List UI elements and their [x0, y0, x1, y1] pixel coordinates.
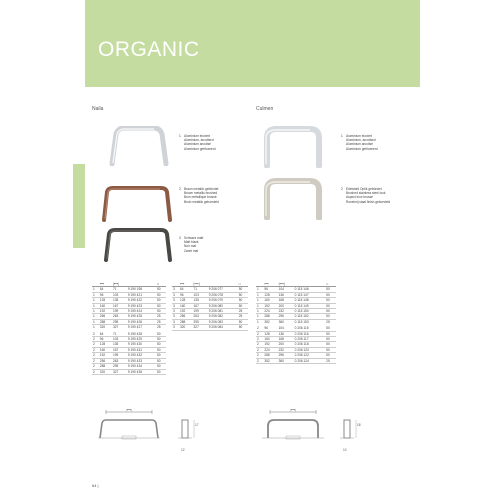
handle-image-brown [100, 186, 174, 222]
naila-technical-drawing [92, 408, 172, 448]
table-cell: 9 190 432 [127, 353, 142, 358]
table-cell: 1 [257, 314, 259, 319]
table-cell: 295 [112, 364, 119, 369]
table-cell: 96 [179, 292, 184, 297]
culmen-dim-depth: 10 [343, 448, 347, 452]
table-cell: 2 [93, 342, 95, 347]
table-cell: 320 [99, 325, 106, 330]
table-header-cell: □ [156, 282, 159, 286]
table-cell: 25 [238, 314, 243, 319]
table-cell: 2 [257, 342, 259, 347]
table-cell: 25 [238, 309, 243, 314]
table-cell: 9 190 434 [127, 364, 142, 369]
table-cell: 1 [93, 298, 95, 303]
table-cell: 199 [112, 309, 119, 314]
table-cell: 327 [112, 369, 119, 374]
table-cell: 3 [173, 292, 175, 297]
table-cell: 64 [99, 287, 104, 292]
table-cell: 0 115 152 [294, 314, 309, 319]
table-cell: 0 115 153 [294, 319, 309, 324]
table-cell: 96 [99, 337, 104, 342]
table-cell: 296 [278, 314, 284, 319]
table-cell: 0 206 120 [294, 347, 309, 352]
table-cell: 50 [326, 342, 330, 347]
table-cell: 2 [93, 364, 95, 369]
table-cell: 1 [257, 292, 259, 297]
table-cell: 50 [326, 292, 330, 297]
table-cell: 128 [179, 298, 186, 303]
table-cell: 71 [112, 287, 117, 292]
table-cell: 25 [156, 319, 161, 324]
table-cell: 9 190 427 [127, 325, 142, 330]
table-cell: 2 [257, 358, 259, 363]
table-cell: 2 [93, 369, 95, 374]
handle-image-culmen-steel [262, 178, 324, 220]
table-cell: 232 [278, 309, 284, 314]
table-cell: 167 [112, 303, 119, 308]
section-tab [73, 164, 85, 248]
table-cell: 50 [326, 353, 330, 358]
table-cell: 50 [156, 292, 161, 297]
table-cell: 9 190 435 [127, 369, 142, 374]
naila-table-black [172, 282, 248, 331]
table-cell: 9 206 081 [208, 309, 223, 314]
svg-text:|⟷|: |⟷| [290, 408, 296, 412]
table-cell: 327 [193, 325, 199, 330]
table-cell: 96 [264, 326, 268, 331]
table-cell: 9 190 422 [127, 298, 142, 303]
naila-dim-depth: 12 [181, 448, 185, 452]
table-cell: 3 [173, 298, 175, 303]
table-cell: 2 [93, 337, 95, 342]
table-cell: 9 190 423 [127, 303, 142, 308]
table-cell: 224 [264, 347, 270, 352]
table-cell: 50 [156, 309, 161, 314]
table-cell: 103 [193, 292, 199, 297]
table-cell: 199 [193, 309, 199, 314]
table-cell: 288 [264, 353, 270, 358]
table-cell: 192 [99, 309, 106, 314]
table-row [256, 358, 336, 363]
table-cell: 50 [156, 342, 161, 347]
table-cell: 0 115 147 [294, 292, 309, 297]
table-row [172, 325, 248, 330]
table-cell: 200 [278, 342, 284, 347]
product-name-naila: Naila [92, 106, 104, 112]
table-cell: 1 [257, 298, 259, 303]
table-cell: 128 [264, 292, 270, 297]
table-cell: 320 [179, 325, 186, 330]
table-cell: 136 [278, 292, 284, 297]
table-cell: 160 [99, 303, 106, 308]
table-cell: 3 [173, 303, 175, 308]
svg-text:|⟷|: |⟷| [126, 408, 132, 412]
table-cell: 50 [156, 353, 161, 358]
table-cell: 1 [257, 303, 259, 308]
table-cell: 9 190 430 [127, 342, 142, 347]
table-cell: 160 [179, 303, 186, 308]
table-cell: 9 190 424 [127, 309, 142, 314]
table-cell: 9 190 429 [127, 337, 142, 342]
table-cell: 50 [326, 326, 330, 331]
table-cell: 256 [99, 314, 106, 319]
table-cell: 2 [257, 347, 259, 352]
table-cell: 135 [112, 342, 119, 347]
table-cell: 0 206 118 [294, 342, 309, 347]
table-cell: 3 [173, 325, 175, 330]
table-cell: 50 [326, 347, 330, 352]
table-cell: 295 [112, 319, 119, 324]
table-cell: 0 206 116 [294, 331, 309, 336]
table-cell: 50 [156, 331, 161, 336]
table-cell: 9 190 198 [127, 287, 142, 292]
table-cell: 50 [326, 298, 330, 303]
table-cell: 50 [156, 298, 161, 303]
table-cell: 9 190 431 [127, 347, 142, 352]
table-row [92, 369, 166, 374]
table-cell: 200 [278, 303, 284, 308]
table-cell: 256 [99, 358, 106, 363]
culmen-table [256, 282, 336, 364]
table-cell: 50 [238, 298, 243, 303]
table-cell: 136 [278, 331, 284, 336]
table-cell: 135 [193, 298, 199, 303]
page-title: ORGANIC [98, 38, 200, 61]
table-cell: 199 [112, 353, 119, 358]
table-cell: 1 [93, 292, 95, 297]
table-cell: 320 [99, 369, 106, 374]
table-cell: 263 [193, 314, 199, 319]
table-cell: 50 [156, 364, 161, 369]
handle-image-culmen-aluminium [262, 126, 324, 168]
finish-desc-culmen-2: 2 Edelstahl Optik gebürstet Brushed stainless steel look Aspect inox brossé Roestvrij staal finish geborsteld [341, 187, 391, 204]
table-cell: 25 [156, 314, 161, 319]
table-cell: 1 [93, 309, 95, 314]
table-cell: 128 [99, 342, 106, 347]
table-cell: 50 [156, 337, 161, 342]
table-cell: 2 [257, 353, 259, 358]
table-header-cell: ⟷ [264, 282, 269, 286]
table-cell: 103 [112, 337, 119, 342]
table-cell: 9 206 079 [208, 298, 223, 303]
table-cell: 50 [326, 337, 330, 342]
table-cell: 232 [278, 347, 284, 352]
table-cell: 50 [326, 303, 330, 308]
table-cell: 103 [112, 292, 119, 297]
table-cell: 352 [264, 319, 270, 324]
table-cell: 96 [99, 292, 104, 297]
handle-image-black [102, 228, 174, 262]
product-name-culmen: Culmen [256, 106, 274, 112]
table-cell: 192 [179, 309, 186, 314]
table-cell: 288 [264, 314, 270, 319]
table-cell: 50 [238, 287, 243, 292]
table-cell: 50 [326, 314, 330, 319]
table-cell: 71 [193, 287, 198, 292]
table-cell: 160 [264, 337, 270, 342]
table-cell: 50 [156, 303, 161, 308]
table-cell: 1 [93, 314, 95, 319]
table-cell: 25 [326, 358, 330, 363]
table-cell: 360 [278, 319, 284, 324]
table-cell: 1 [93, 303, 95, 308]
table-cell: 1 [93, 325, 95, 330]
table-cell: 50 [156, 287, 161, 292]
table-cell: 263 [112, 314, 119, 319]
table-cell: 50 [238, 325, 243, 330]
table-cell: 327 [112, 325, 119, 330]
table-cell: 50 [156, 358, 161, 363]
table-cell: 9 190 425 [127, 314, 142, 319]
table-cell: 50 [156, 369, 161, 374]
table-cell: 1 [93, 319, 95, 324]
table-cell: 288 [99, 364, 106, 369]
table-cell: 3 [173, 309, 175, 314]
page-number: 64 | [92, 483, 99, 488]
table-cell: 128 [264, 331, 270, 336]
table-cell: 192 [264, 303, 270, 308]
table-cell: 168 [278, 298, 284, 303]
table-cell: 1 [257, 309, 259, 314]
naila-table-aluminium-brown [92, 282, 166, 375]
table-cell: 50 [238, 292, 243, 297]
table-cell: 167 [193, 303, 199, 308]
table-header-cell: □ [238, 282, 241, 286]
table-cell: 50 [326, 309, 330, 314]
table-cell: 9 206 078 [208, 292, 223, 297]
table-cell: 0 206 117 [294, 337, 309, 342]
table-cell: 2 [93, 347, 95, 352]
table-cell: 2 [257, 337, 259, 342]
culmen-dim-height: 18 [357, 423, 361, 427]
table-cell: 0 206 122 [294, 353, 309, 358]
table-cell: 25 [326, 319, 330, 324]
table-cell: 0 115 149 [294, 303, 309, 308]
table-cell: 9 206 080 [208, 303, 223, 308]
table-cell: 192 [99, 353, 106, 358]
table-cell: 9 206 083 [208, 319, 223, 324]
table-cell: 295 [193, 319, 199, 324]
table-cell: 9 206 082 [208, 314, 223, 319]
table-cell: 1 [257, 319, 259, 324]
table-cell: 168 [278, 337, 284, 342]
table-header-cell: |⟷| [193, 282, 200, 286]
naila-side-view [176, 412, 200, 446]
table-cell: 104 [278, 287, 284, 292]
table-cell: 192 [264, 342, 270, 347]
table-cell: 25 [156, 325, 161, 330]
table-cell: 2 [257, 331, 259, 336]
naila-dim-height: 17 [195, 423, 199, 427]
table-cell: 0 206 124 [294, 358, 309, 363]
finish-desc-culmen-1: 1 Aluminium eloxiert Aluminium, anodised Aluminium anodisé Aluminium geëloxeerd [341, 134, 378, 151]
table-cell: 50 [238, 319, 243, 324]
table-cell: 9 190 428 [127, 331, 142, 336]
table-cell: 104 [278, 326, 284, 331]
table-cell: 135 [112, 298, 119, 303]
table-cell: 0 115 150 [294, 309, 309, 314]
table-cell: 0 115 148 [294, 298, 309, 303]
table-cell: 9 206 084 [208, 325, 223, 330]
table-cell: 64 [99, 331, 104, 336]
table-cell: 50 [326, 331, 330, 336]
table-cell: 1 [257, 287, 259, 292]
handle-image-aluminium [108, 126, 170, 166]
finish-desc-naila-2: 2 Braun metallic gebürstet Brown metallic brushed Brun métallique brossé Bruin metallic geborsteld [179, 187, 219, 204]
table-cell: 3 [173, 319, 175, 324]
table-cell: 9 190 421 [127, 292, 142, 297]
table-cell: 9 206 077 [208, 287, 223, 292]
table-cell: 263 [112, 358, 119, 363]
table-cell: 9 190 433 [127, 358, 142, 363]
table-cell: 2 [257, 326, 259, 331]
table-cell: 64 [179, 287, 184, 292]
table-cell: 288 [179, 319, 186, 324]
table-cell: 50 [238, 303, 243, 308]
table-cell: 9 190 426 [127, 319, 142, 324]
finish-desc-naila-3: 3 Schwarz matt Matt black Noir mat Zwart mat [179, 236, 204, 253]
table-cell: 296 [278, 353, 284, 358]
table-cell: 50 [156, 347, 161, 352]
table-header-cell: ⟷ [179, 282, 185, 286]
table-cell: 71 [112, 331, 117, 336]
table-header-cell: □ [326, 282, 329, 286]
table-cell: 2 [93, 358, 95, 363]
table-cell: 288 [99, 319, 106, 324]
table-cell: 0 115 146 [294, 287, 309, 292]
table-cell: 2 [93, 353, 95, 358]
table-cell: 224 [264, 309, 270, 314]
table-header-cell: ⟷ [99, 282, 105, 286]
table-cell: 160 [99, 347, 106, 352]
table-header-cell: |⟷| [278, 282, 285, 286]
finish-desc-naila-1: 1 Aluminium eloxiert Aluminium, anodised Aluminium anodisé Aluminium geëloxeerd [179, 134, 216, 151]
table-cell: 160 [264, 298, 270, 303]
table-cell: 1 [93, 287, 95, 292]
table-cell: 167 [112, 347, 119, 352]
table-cell: 3 [173, 314, 175, 319]
culmen-technical-drawing [256, 408, 336, 448]
table-cell: 256 [179, 314, 186, 319]
table-cell: 128 [99, 298, 106, 303]
culmen-side-view [338, 412, 362, 446]
table-cell: 360 [278, 358, 284, 363]
table-header-cell: |⟷| [112, 282, 120, 286]
table-cell: 50 [326, 287, 330, 292]
table-cell: 2 [93, 331, 95, 336]
table-cell: 352 [264, 358, 270, 363]
table-cell: 0 206 115 [294, 326, 309, 331]
table-cell: 3 [173, 287, 175, 292]
table-cell: 96 [264, 287, 268, 292]
